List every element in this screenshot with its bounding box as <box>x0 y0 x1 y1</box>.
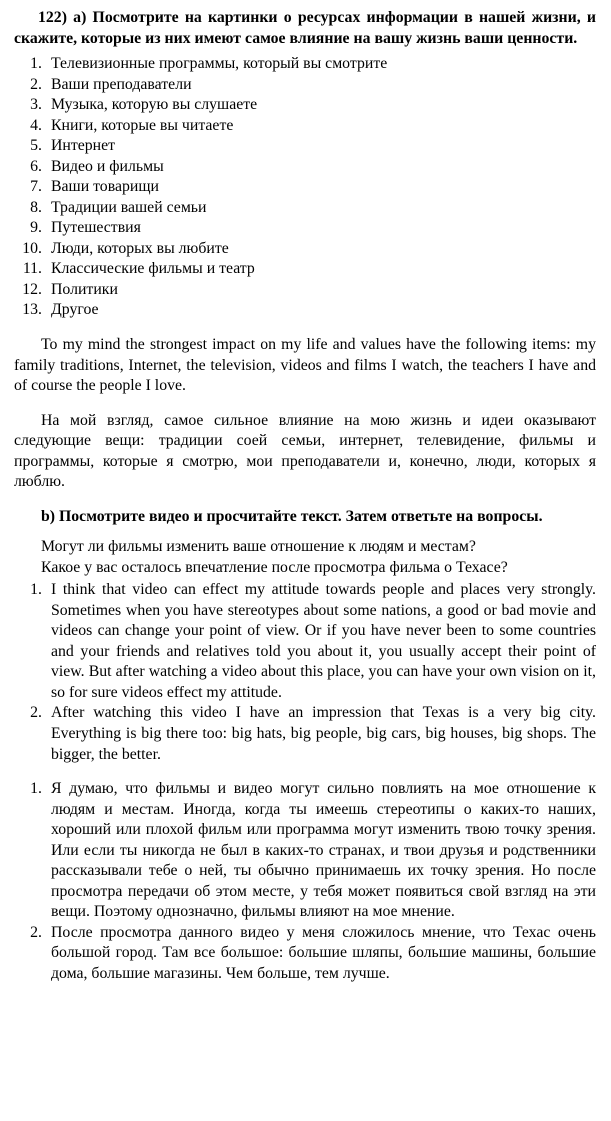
resource-item-text: Телевизионные программы, который вы смотрите <box>51 55 388 73</box>
resource-item-text: Другое <box>51 301 99 319</box>
resource-item-number: 6. <box>30 157 42 175</box>
resource-item-number: 13. <box>22 301 42 319</box>
resource-item-text: Традиции вашей семьи <box>51 198 207 216</box>
resource-item <box>14 218 596 239</box>
resource-item <box>14 95 596 116</box>
resource-item-number: 11. <box>22 260 42 278</box>
question-line: Какое у вас осталось впечатление после просмотра фильма о Техасе? <box>41 558 508 576</box>
resource-item-number: 12. <box>22 280 42 298</box>
resource-item-text: Книги, которые вы читаете <box>51 116 234 134</box>
resource-item-text: Классические фильмы и театр <box>51 260 255 278</box>
resource-item <box>14 136 596 157</box>
resource-item-text: Ваши товарищи <box>51 178 159 196</box>
resource-item-text: Люди, которых вы любите <box>51 239 229 257</box>
answer-item-number: 1. <box>30 780 42 798</box>
answer-item-number: 2. <box>30 704 42 722</box>
answer-item-text: После просмотра данного видео у меня сложилось мнение, что Техас очень большой город. Там все большое: большие шляпы, большие машины, большие дома, большие магазины. Чем больше, тем лучше. <box>51 923 596 982</box>
resource-item-number: 5. <box>30 137 42 155</box>
answer-item-number: 2. <box>30 923 42 941</box>
resources-list <box>14 54 596 321</box>
answer-item-text: After watching this video I have an impression that Texas is a very big city. Everything is big there too: big hats, big people, big cars, big houses, big shops. The bigger, the better. <box>51 704 596 763</box>
answers-english-list <box>14 580 596 765</box>
resource-item <box>14 54 596 75</box>
task-a-heading: 122) а) Посмотрите на картинки о ресурсах информации в нашей жизни, и скажите, которые из них имеют самое влияние на вашу жизнь ваши ценности. <box>14 9 596 47</box>
resource-item <box>14 177 596 198</box>
resource-item <box>14 300 596 321</box>
resource-item <box>14 239 596 260</box>
answer-paragraph-russian: На мой взгляд, самое сильное влияние на мою жизнь и идеи оказывают следующие вещи: традиции соей семьи, интернет, телевидение, фильмы и программы, которые я смотрю, мои преподаватели и, конечно, люди, которых я люблю. <box>14 411 596 491</box>
answer-item-number: 1. <box>30 581 42 599</box>
resource-item <box>14 259 596 280</box>
resource-item-number: 10. <box>22 239 42 257</box>
resource-item-number: 8. <box>30 198 42 216</box>
task-b-heading: b) Посмотрите видео и просчитайте текст. Затем ответьте на вопросы. <box>41 507 543 525</box>
answer-item <box>14 580 596 703</box>
resource-item-text: Музыка, которую вы слушаете <box>51 96 258 114</box>
resource-item-text: Путешествия <box>51 219 141 237</box>
resource-item-number: 4. <box>30 116 42 134</box>
answer-item <box>14 923 596 985</box>
resource-item <box>14 116 596 137</box>
resource-item-number: 7. <box>30 178 42 196</box>
resource-item <box>14 75 596 96</box>
resource-item <box>14 280 596 301</box>
resource-item-number: 9. <box>30 219 42 237</box>
resource-item <box>14 157 596 178</box>
resource-item-text: Политики <box>51 280 118 298</box>
resource-item-text: Видео и фильмы <box>51 157 164 175</box>
resource-item-number: 2. <box>30 75 42 93</box>
answers-russian-list <box>14 779 596 984</box>
resource-item-number: 1. <box>30 55 42 73</box>
resource-item-text: Интернет <box>51 137 116 155</box>
answer-item-text: Я думаю, что фильмы и видео могут сильно повлиять на мое отношение к людям и местам. Иногда, когда ты имеешь стереотипы о каких-то наших, хороший или плохой фильм или программа могут изменить твою точку зрения. Или если ты никогда не был в каких-то странах, и твои друзья и родственники рассказывали тебе о ней, ты обычно принимаешь их точку зрения. Но после просмотра передачи об этом месте, у тебя может появиться свой взгляд на эти вещи. Поэтому однозначно, фильмы влияют на мое мнение. <box>51 780 596 921</box>
answer-item-text: I think that video can effect my attitude towards people and places very strongly. Sometimes when you have stereotypes about some nations, a good or bad movie and videos can change your point of view. Or if you have never been to some countries and your friends and relatives told you about it, you usually accept their point of view. But after watching a video about this place, you can have your own vision on it, so for sure videos effect my attitude. <box>51 581 596 701</box>
resource-item <box>14 198 596 219</box>
resource-item-text: Ваши преподаватели <box>51 75 192 93</box>
answer-item <box>14 779 596 923</box>
answer-item <box>14 703 596 765</box>
answer-paragraph-english: To my mind the strongest impact on my life and values have the following items: my family traditions, Internet, the television, videos and films I watch, the teachers I have and of course the people I love. <box>14 335 596 395</box>
question-line: Могут ли фильмы изменить ваше отношение к людям и местам? <box>41 538 476 556</box>
resource-item-number: 3. <box>30 96 42 114</box>
